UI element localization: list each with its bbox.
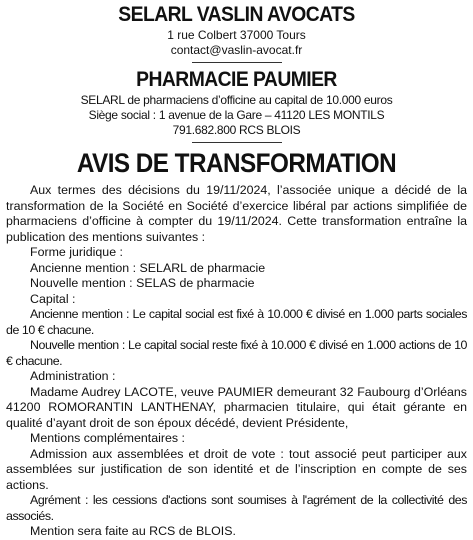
pharmacy-address-line: Siège social : 1 avenue de la Gare – 41120 LES MONTILS (88, 108, 385, 122)
notice-title: AVIS DE TRANSFORMATION (76, 148, 397, 178)
notice-body (6, 183, 467, 540)
form-new-mention: Nouvelle mention : SELAS de pharmacie (30, 276, 255, 290)
form-old-mention: Ancienne mention : SELARL de pharmacie (30, 260, 266, 275)
admin-text: Madame Audrey LACOTE, veuve PAUMIER demeurant 32 Faubourg d’Orléans 41200 ROMORANTIN LANTHENAY, pharmacien titulaire, qui était gérante en qualité d’ayant droit de son époux décédé, devient Présidente, (6, 384, 467, 430)
agrement-text: Agrément : les cessions d'actions sont soumises à l'agrément de la collectivité des associés. (6, 493, 467, 523)
divider (192, 62, 282, 63)
extra-heading: Mentions complémentaires : (30, 431, 185, 445)
admin-heading: Administration : (30, 369, 116, 383)
intro-paragraph: Aux termes des décisions du 19/11/2024, l’associée unique a décidé de la transformation de la Société en Société d’exercice libéral par actions simplifiée de pharmaciens d’officine à compter du 19/11/2024. Cette transformation entraîne la publication des mentions suivantes : (6, 183, 467, 244)
firm-name: SELARL VASLIN AVOCATS (118, 3, 355, 26)
firm-address: 1 rue Colbert 37000 Tours (167, 28, 306, 42)
closing-mention: Mention sera faite au RCS de BLOIS. (30, 524, 236, 538)
pharmacy-name: PHARMACIE PAUMIER (136, 68, 337, 91)
capital-heading: Capital : (30, 291, 76, 306)
pharmacy-rcs-line: 791.682.800 RCS BLOIS (172, 123, 301, 137)
divider (192, 142, 282, 143)
capital-old-mention: Ancienne mention : Le capital social est fixé à 10.000 € divisé en 1.000 parts sociales de 10 € chacune. (6, 307, 467, 337)
admission-text: Admission aux assemblées et droit de vote : tout associé peut participer aux assemblées sur justification de son identité et de l’inscription en compte de ses actions. (6, 446, 467, 492)
pharmacy-capital-line: SELARL de pharmaciens d’officine au capital de 10.000 euros (80, 93, 393, 107)
form-heading: Forme juridique : (30, 245, 123, 259)
firm-email: contact@vaslin-avocat.fr (170, 43, 303, 57)
capital-new-mention: Nouvelle mention : Le capital social reste fixé à 10.000 € divisé en 1.000 actions de 10 € chacune. (6, 338, 467, 368)
